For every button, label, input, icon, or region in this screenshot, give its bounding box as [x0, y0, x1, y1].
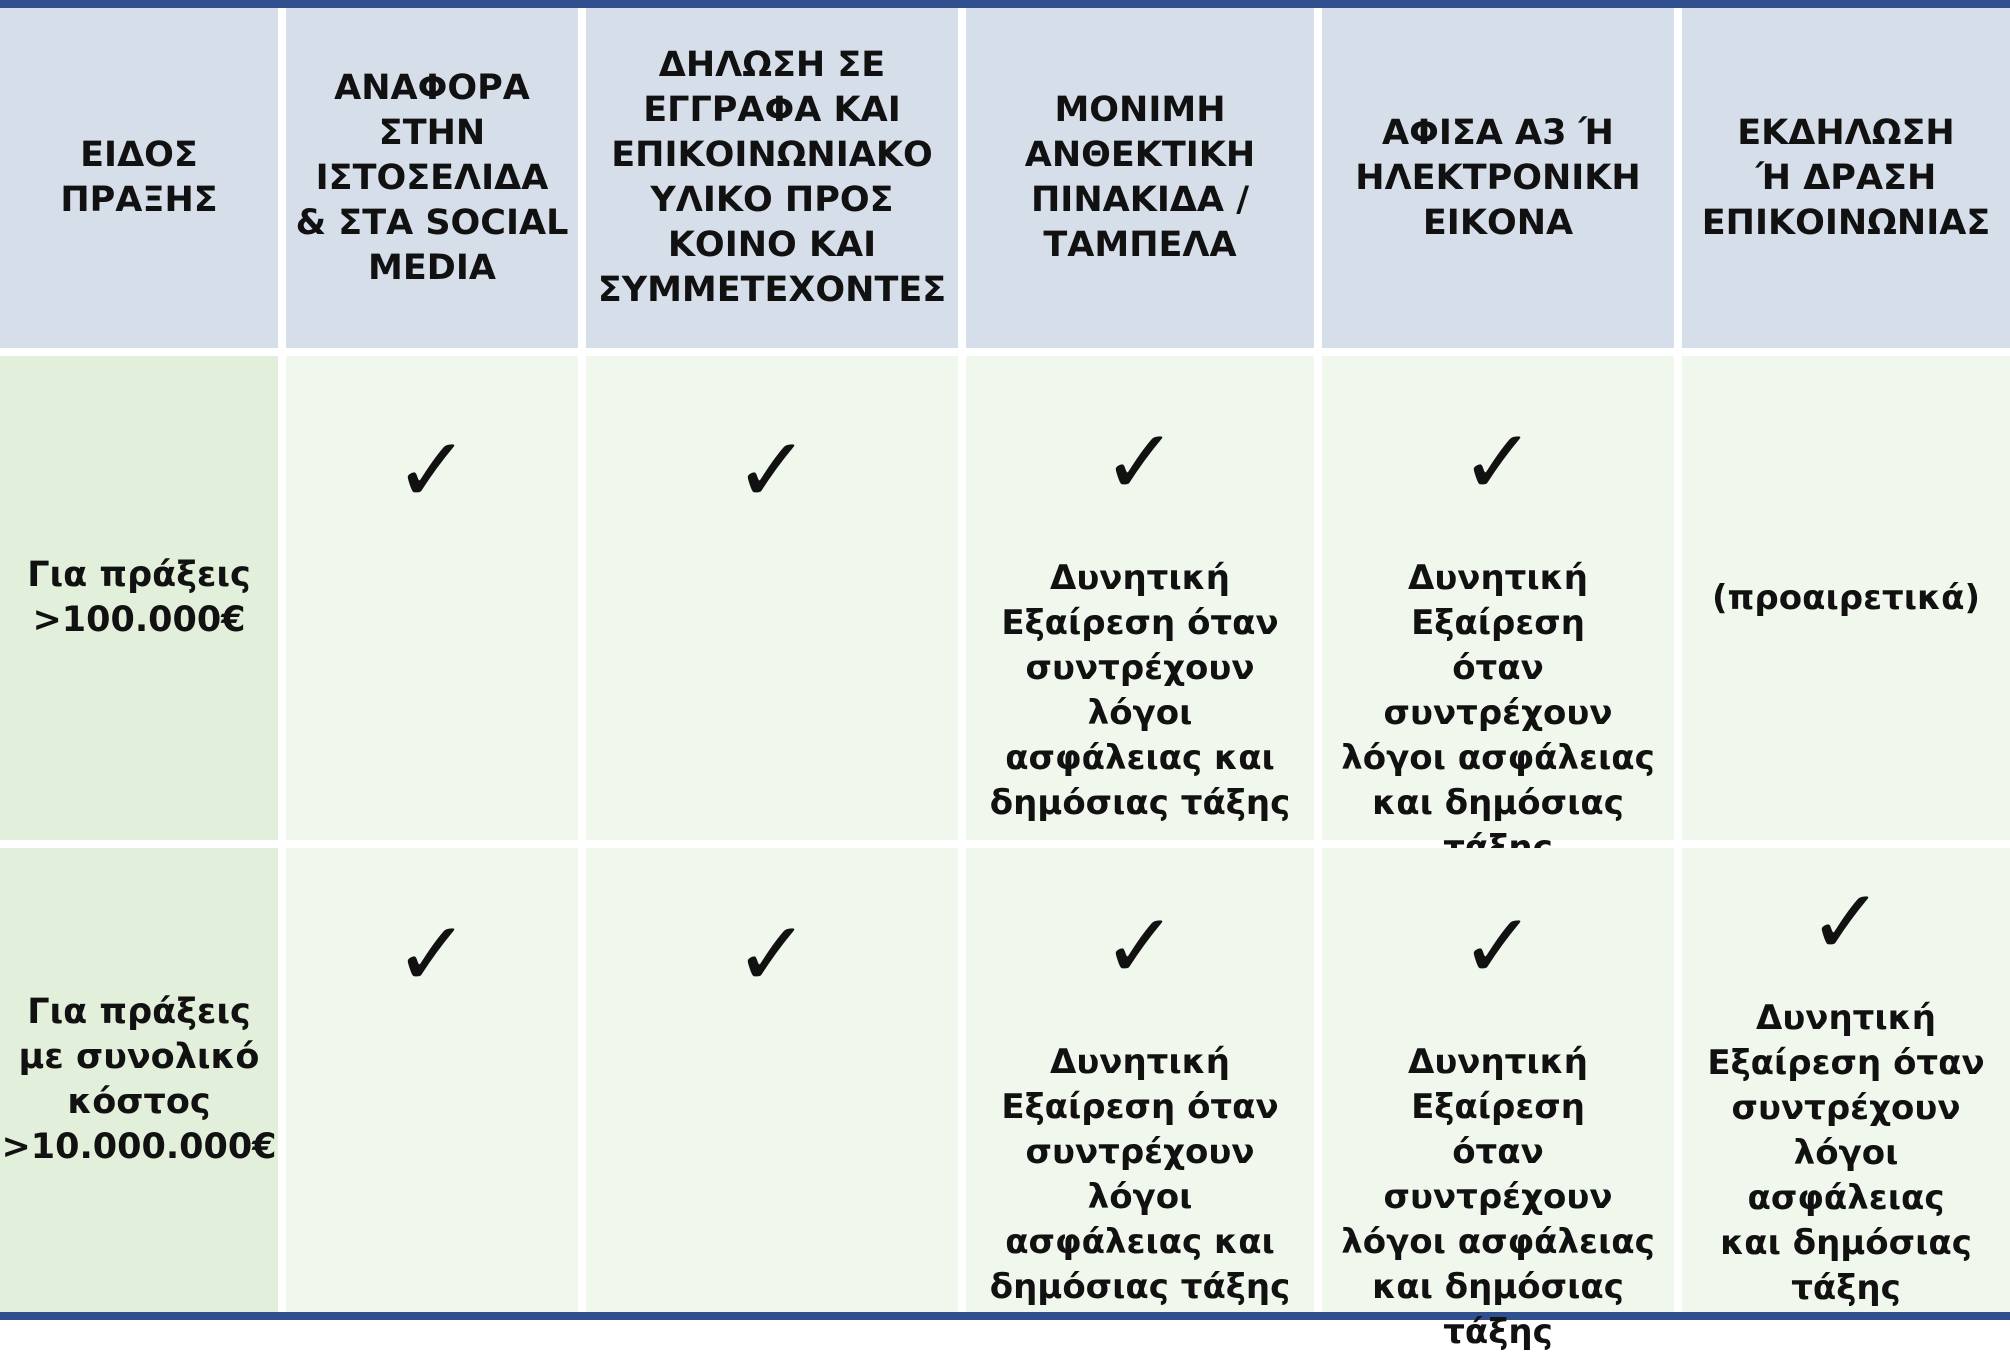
exemption-note: Δυνητική Εξαίρεση όταν συντρέχουν λόγοι ασφάλειας και δημόσιας [1341, 558, 1655, 823]
checkmark-icon: ✓ [1808, 870, 1884, 975]
header-event-label: ΕΚΔΗΛΩΣΗ Ή ΔΡΑΣΗ ΕΠΙΚΟΙΝΩΝΙΑΣ [1701, 112, 1991, 243]
checkmark-icon: ✓ [394, 902, 470, 1007]
table-cell [1682, 356, 2010, 840]
row-label-cell [0, 848, 278, 1312]
checkmark-icon: ✓ [1102, 410, 1178, 515]
checkmark-icon: ✓ [1460, 410, 1536, 515]
header-cell-plaque [966, 8, 1314, 348]
header-website-label: ΑΝΑΦΟΡΑ ΣΤΗΝ ΙΣΤΟΣΕΛΙΔΑ & ΣΤΑ SOCIAL MEDIA [295, 67, 569, 288]
checkmark-icon: ✓ [394, 418, 470, 523]
exemption-note: Δυνητική Εξαίρεση όταν συντρέχουν λόγοι ασφάλειας και δημόσιας τάξης [989, 558, 1291, 823]
exemption-note: Δυνητική Εξαίρεση όταν συντρέχουν λόγοι ασφάλειας και δημόσιας τάξης [1341, 1042, 1655, 1352]
table-cell [286, 356, 578, 840]
header-cell-type [0, 8, 278, 348]
table-cell [1682, 848, 2010, 1312]
table-cell [966, 356, 1314, 840]
checkmark-icon: ✓ [734, 418, 810, 523]
optional-note: (προαιρετικά) [1712, 577, 1980, 618]
checkmark-icon: ✓ [1460, 894, 1536, 999]
table-cell [286, 848, 578, 1312]
top-accent-bar [0, 0, 2010, 8]
header-documents-label: ΔΗΛΩΣΗ ΣΕ ΕΓΓΡΑΦΑ ΚΑΙ ΕΠΙΚΟΙΝΩΝΙΑΚΟ ΥΛΙΚΟ ΠΡΟΣ ΚΟΙΝΟ ΚΑΙ ΣΥΜΜΕΤΕΧΟΝΤΕΣ [597, 45, 947, 310]
table-cell [586, 848, 958, 1312]
header-plaque-label: ΜΟΝΙΜΗ ΑΝΘΕΚΤΙΚΗ ΠΙΝΑΚΙΔΑ / ΤΑΜΠΕΛΑ [1024, 90, 1256, 265]
checkmark-icon: ✓ [1102, 894, 1178, 999]
table-cell [966, 848, 1314, 1312]
exemption-note: Δυνητική Εξαίρεση όταν συντρέχουν λόγοι ασφάλειας και δημόσιας τάξης [989, 1042, 1291, 1307]
table-cell [1322, 848, 1674, 1352]
checkmark-icon: ✓ [734, 902, 810, 1007]
header-cell-documents [586, 8, 958, 348]
header-type-label: ΕΙΔΟΣ ΠΡΑΞΗΣ [60, 135, 218, 220]
table-cell [1322, 356, 1674, 840]
header-cell-event [1682, 8, 2010, 348]
row-label: Για πράξεις >100.000€ [27, 555, 251, 640]
bottom-accent-bar [0, 1312, 2010, 1320]
header-cell-website [286, 8, 578, 348]
header-poster-label: ΑΦΙΣΑ Α3 Ή ΗΛΕΚΤΡΟΝΙΚΗ ΕΙΚΟΝΑ [1355, 112, 1641, 243]
row-label: Για πράξεις με συνολικό κόστος >10.000.000€ [1, 992, 277, 1167]
exemption-note: Δυνητική Εξαίρεση όταν συντρέχουν λόγοι ασφάλειας και δημόσιας τάξης [1707, 998, 1985, 1308]
header-cell-poster [1322, 8, 1674, 348]
row-label-cell [0, 356, 278, 840]
table-cell [586, 356, 958, 840]
